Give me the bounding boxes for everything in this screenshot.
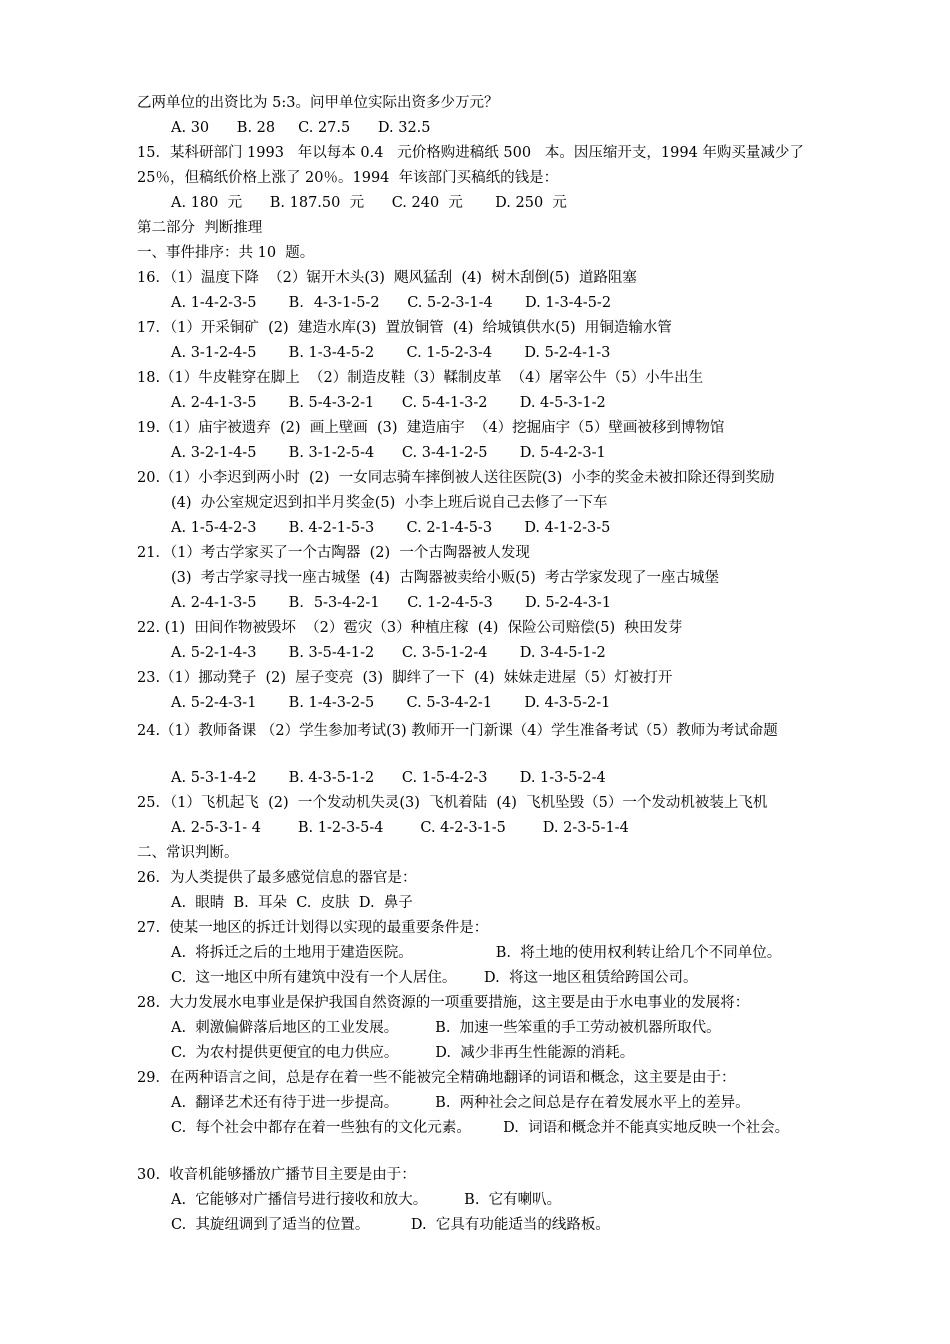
- q14-stem-tail: 乙两单位的出资比为 5:3。问甲单位实际出资多少万元？: [137, 95, 499, 111]
- q26-stem: 26．为人类提供了最多感觉信息的器官是：: [137, 870, 417, 886]
- q27-options-ab: A. 将拆迁之后的土地用于建造医院。 B. 将土地的使用权利转让给几个不同单位。: [171, 945, 782, 961]
- q16-options: A. 1-4-2-3-5 B．4-3-1-5-2 C. 5-2-3-1-4 D. 1-3-4-5-2: [171, 295, 612, 311]
- q15-stem-line2: 25％，但稿纸价格上涨了 20％。1994 年该部门买稿纸的钱是：: [137, 170, 559, 186]
- q29-options-ab: A. 翻译艺术还有待于进一步提高。 B. 两种社会之间总是存在着发展水平上的差异。: [171, 1095, 750, 1111]
- q16-stem: 16．（1）温度下降 （2）锯开木头(3) 飓风猛刮 (4) 树木刮倒(5) 道路阻塞: [137, 270, 637, 286]
- q21-options: A. 2-4-1-3-5 B．5-3-4-2-1 C. 1-2-4-5-3 D. 5-2-4-3-1: [171, 595, 612, 611]
- q21-stem-line2: (3) 考古学家寻找一座古城堡 (4) 古陶器被卖给小贩(5) 考古学家发现了一座古城堡: [171, 570, 719, 586]
- q19-stem: 19.（1）庙宇被遗弃 (2) 画上壁画 (3) 建造庙宇 （4）挖掘庙宇（5）壁画被移到博物馆: [137, 420, 725, 436]
- q25-stem: 25．（1）飞机起飞 (2) 一个发动机失灵(3) 飞机着陆 (4) 飞机坠毁（5）一个发动机被装上飞机: [137, 795, 768, 811]
- q29-options-cd: C. 每个社会中都存在着一些独有的文化元素。 D. 词语和概念并不能真实地反映一个社会。: [171, 1120, 790, 1136]
- q30-options-cd: C. 其旋纽调到了适当的位置。 D. 它具有功能适当的线路板。: [171, 1217, 610, 1233]
- q28-stem: 28. 大力发展水电事业是保护我国自然资源的一项重要措施，这主要是由于水电事业的发展将：: [137, 995, 750, 1011]
- q24-options: A. 5-3-1-4-2 B. 4-3-5-1-2 C. 1-5-4-2-3 D. 1-3-5-2-4: [171, 770, 606, 786]
- q27-stem: 27. 使某一地区的拆迁计划得以实现的最重要条件是：: [137, 920, 489, 936]
- q29-stem: 29．在两种语言之间，总是存在着一些不能被完全精确地翻译的词语和概念，这主要是由于：: [137, 1070, 736, 1086]
- q23-options: A. 5-2-4-3-1 B. 1-4-3-2-5 C. 5-3-4-2-1 D. 4-3-5-2-1: [171, 695, 611, 711]
- q30-options-ab: A. 它能够对广播信号进行接收和放大。 B. 它有喇叭。: [171, 1192, 562, 1208]
- q26-options: A. 眼睛 B. 耳朵 C. 皮肤 D. 鼻子: [171, 895, 413, 911]
- q15-stem-line1: 15．某科研部门 1993 年以每本 0.4 元价格购进稿纸 500 本。因压缩开支，1994 年购买量减少了: [137, 145, 804, 161]
- q17-options: A. 3-1-2-4-5 B. 1-3-4-5-2 C. 1-5-2-3-4 D. 5-2-4-1-3: [171, 345, 611, 361]
- q20-stem-line2: (4) 办公室规定迟到扣半月奖金(5) 小李上班后说自己去修了一下车: [171, 495, 608, 511]
- subsection-heading-2: 二、常识判断。: [137, 845, 239, 861]
- q20-stem-line1: 20.（1）小李迟到两小时 (2) 一女同志骑车摔倒被人送往医院(3) 小李的奖金未被扣除还得到奖励: [137, 470, 775, 486]
- q15-options: A. 180 元 B. 187.50 元 C. 240 元 D. 250 元: [171, 195, 567, 211]
- q21-stem-line1: 21．（1）考古学家买了一个古陶器 (2) 一个古陶器被人发现: [137, 545, 530, 561]
- q14-options: A. 30 B. 28 C. 27.5 D. 32.5: [171, 120, 431, 136]
- q22-stem: 22. (1) 田间作物被毁坏 （2）雹灾（3）种植庄稼 (4) 保险公司赔偿(5) 秧田发芽: [137, 620, 683, 636]
- q24-stem: 24.（1）教师备课 （2）学生参加考试(3) 教师开一门新课（4）学生准备考试（5）教师为考试命题: [137, 723, 778, 739]
- q17-stem: 17．（1）开采铜矿 (2) 建造水库(3) 置放铜管 (4) 给城镇供水(5) 用铜造输水管: [137, 320, 672, 336]
- q19-options: A. 3-2-1-4-5 B. 3-1-2-5-4 C. 3-4-1-2-5 D. 5-4-2-3-1: [171, 445, 606, 461]
- q28-options-ab: A. 刺激偏僻落后地区的工业发展。 B. 加速一些笨重的手工劳动被机器所取代。: [171, 1020, 721, 1036]
- q28-options-cd: C. 为农村提供更便宜的电力供应。 D. 减少非再生性能源的消耗。: [171, 1045, 635, 1061]
- q30-stem: 30. 收音机能够播放广播节目主要是由于：: [137, 1167, 416, 1183]
- q23-stem: 23.（1）挪动凳子 (2) 屋子变亮 (3) 脚绊了一下 (4) 妹妹走进屋（5）灯被打开: [137, 670, 673, 686]
- section-heading: 第二部分 判断推理: [137, 220, 263, 236]
- q25-options: A. 2-5-3-1- 4 B. 1-2-3-5-4 C. 4-2-3-1-5 D. 2-3-5-1-4: [171, 820, 629, 836]
- q27-options-cd: C. 这一地区中所有建筑中没有一个人居住。 D. 将这一地区租赁给跨国公司。: [171, 970, 698, 986]
- q22-options: A. 5-2-1-4-3 B. 3-5-4-1-2 C. 3-5-1-2-4 D. 3-4-5-1-2: [171, 645, 606, 661]
- q20-options: A. 1-5-4-2-3 B. 4-2-1-5-3 C. 2-1-4-5-3 D. 4-1-2-3-5: [171, 520, 611, 536]
- q18-stem: 18.（1）牛皮鞋穿在脚上 （2）制造皮鞋（3）鞣制皮革 （4）屠宰公牛（5）小牛出生: [137, 370, 704, 386]
- q18-options: A. 2-4-1-3-5 B. 5-4-3-2-1 C. 5-4-1-3-2 D. 4-5-3-1-2: [171, 395, 606, 411]
- subsection-heading: 一、事件排序：共 10 题。: [137, 245, 315, 261]
